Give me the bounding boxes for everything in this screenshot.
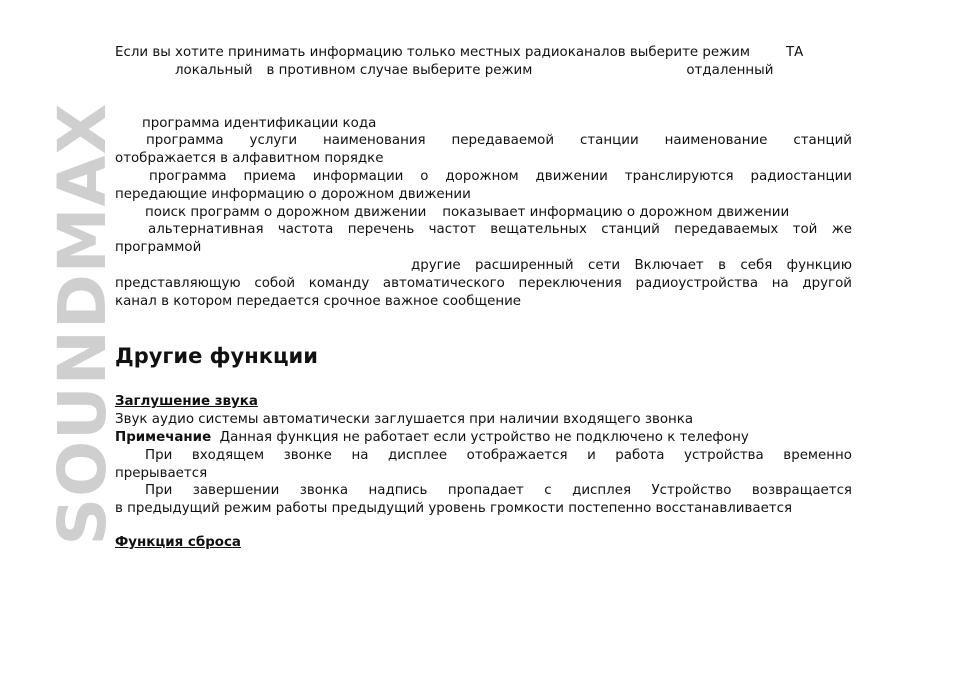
- call-end-line-2: в предыдущий режим работы предыдущий уровень громкости постепенно восстанавливается: [115, 501, 793, 517]
- rds-eon-item-line-3: канал в котором передается срочное важное сообщение: [115, 293, 522, 309]
- call-end-line-1: При завершении звонка надпись пропадает с дисплея Устройство возвращается: [145, 483, 852, 499]
- subheading-mute: Заглушение звука: [115, 394, 258, 410]
- mute-description: Звук аудио системы автоматически заглушается при наличии входящего звонка: [115, 412, 694, 428]
- rds-af-item-line-1: альтернативная частота перечень частот вещательных станций передаваемых той же: [148, 222, 852, 238]
- rds-intro-line-1: Если вы хотите принимать информацию только местных радиоканалов выберите режим ТА: [115, 45, 804, 60]
- rds-ps-item-line-2: отображается в алфавитном порядке: [115, 151, 384, 167]
- incoming-call-line-1: При входящем звонке на дисплее отображается и работа устройства временно: [145, 447, 852, 463]
- brand-watermark: [44, 44, 121, 604]
- rds-eon-item-line-2: представляющую собой команду автоматического переключения радиоустройства на другой: [115, 275, 852, 291]
- rds-ps-item-line-1: программа услуги наименования передаваемой станции наименование станций: [146, 133, 852, 149]
- brand-logo-text: SOUNDMAX: [44, 102, 121, 546]
- note-text: Данная функция не работает если устройство не подключено к телефону: [219, 429, 749, 445]
- rds-tp-item-line-2: передающие информацию о дорожном движении: [115, 186, 471, 202]
- rds-intro-line-2: локальный в противном случае выберите режим отдаленный: [175, 62, 774, 78]
- rds-pi-item: программа идентификации кода: [142, 115, 377, 131]
- note-label: Примечание: [115, 429, 212, 445]
- manual-page-content: [115, 44, 852, 552]
- rds-eon-item-line-1: другие расширенный сети Включает в себя функцию: [411, 257, 852, 273]
- subheading-reset: Функция сброса: [115, 534, 241, 550]
- section-heading-other-functions: Другие функции: [115, 344, 318, 369]
- rds-tp-item-line-1: программа приема информации о дорожном движении транслируются радиостанции: [149, 168, 852, 184]
- incoming-call-line-2: прерывается: [115, 465, 208, 481]
- rds-ta-item: поиск программ о дорожном движении показывает информацию о дорожном движении: [145, 204, 790, 220]
- mute-note: [115, 429, 852, 447]
- rds-af-item-line-2: программой: [115, 240, 202, 256]
